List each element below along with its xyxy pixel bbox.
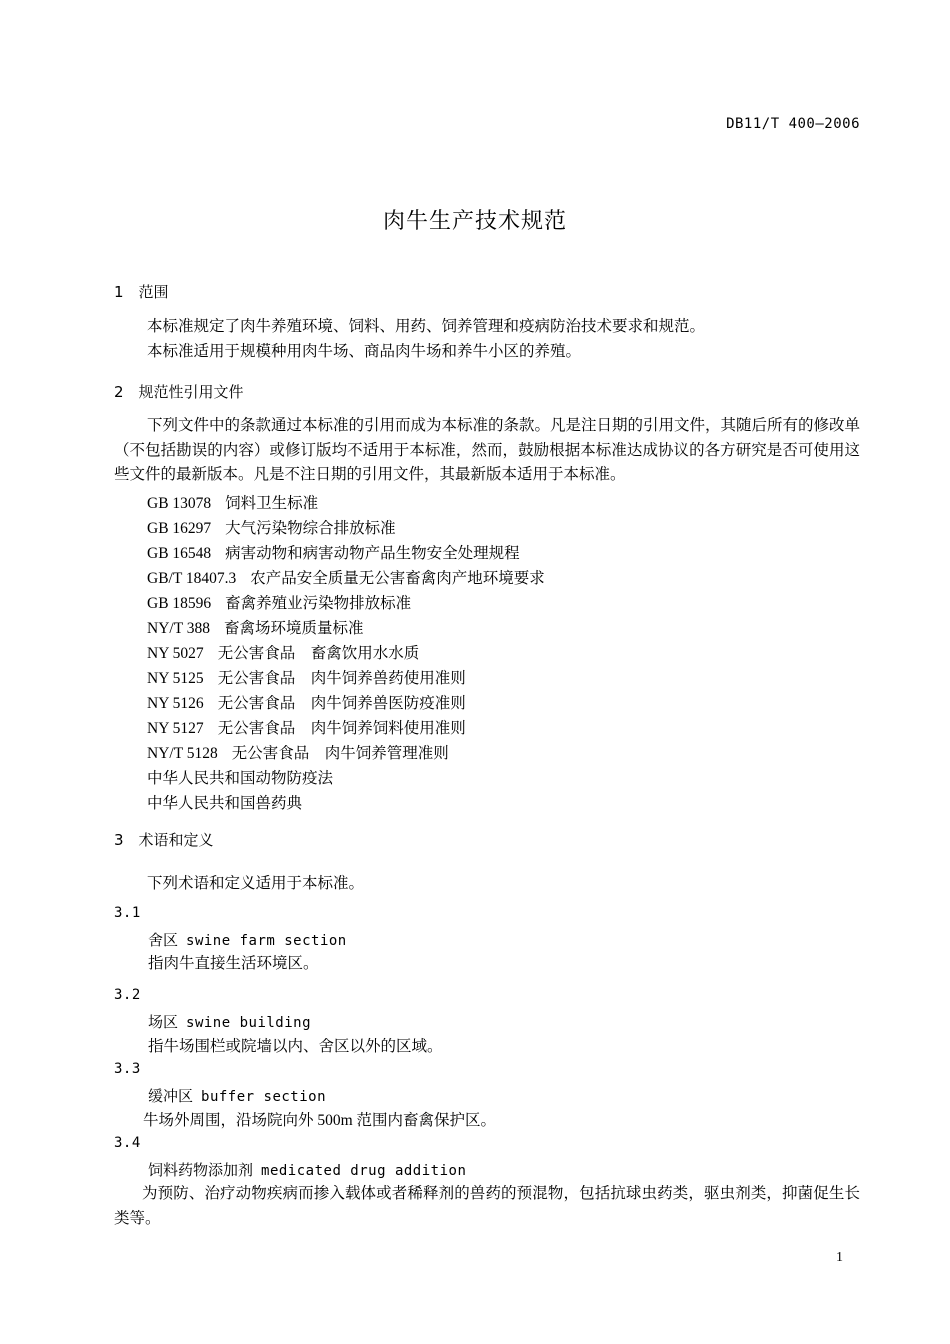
section-1-heading: 1 范围	[114, 283, 169, 301]
term-definition: 指牛场围栏或院墙以内、舍区以外的区域。	[148, 1038, 443, 1055]
term-zh: 缓冲区	[148, 1087, 194, 1105]
term-en: swine building	[186, 1015, 312, 1031]
law-reference: 中华人民共和国兽药典	[147, 795, 303, 812]
section-1-paragraph: 本标准适用于规模种用肉牛场、商品肉牛场和养牛小区的养殖。	[147, 343, 582, 360]
page-number: 1	[836, 1250, 843, 1265]
reference-item	[147, 541, 520, 563]
reference-item	[147, 516, 396, 538]
term-number: 3.2	[114, 987, 141, 1003]
term-heading	[148, 1085, 326, 1106]
reference-title: 农产品安全质量无公害畜禽肉产地环境要求	[250, 570, 545, 587]
term-en: swine farm section	[186, 933, 347, 949]
reference-title: 无公害食品 畜禽饮用水水质	[217, 645, 420, 662]
section-1-paragraph: 本标准规定了肉牛养殖环境、饲料、用药、饲养管理和疫病防治技术要求和规范。	[147, 318, 706, 335]
reference-item	[147, 641, 419, 663]
reference-code: GB 18596	[147, 595, 212, 612]
reference-item	[147, 741, 449, 763]
reference-code: GB/T 18407.3	[147, 570, 237, 587]
reference-title: 无公害食品 肉牛饲养兽医防疫准则	[217, 695, 466, 712]
reference-title: 无公害食品 肉牛饲养管理准则	[231, 745, 449, 762]
term-zh: 场区	[148, 1013, 179, 1031]
reference-item	[147, 666, 466, 688]
reference-code: GB 16548	[147, 545, 212, 562]
term-definition: 指肉牛直接生活环境区。	[148, 955, 319, 972]
reference-code: NY 5127	[147, 720, 204, 737]
term-number: 3.4	[114, 1135, 141, 1151]
term-definition: 牛场外周围，沿场院向外 500m 范围内畜禽保护区。	[143, 1112, 497, 1129]
reference-code: NY 5027	[147, 645, 204, 662]
reference-code: NY 5126	[147, 695, 204, 712]
reference-title: 无公害食品 肉牛饲养饲料使用准则	[217, 720, 466, 737]
reference-title: 大气污染物综合排放标准	[225, 520, 396, 537]
term-heading	[148, 1159, 466, 1180]
standard-code: DB11/T 400—2006	[726, 116, 860, 132]
reference-title: 畜禽养殖业污染物排放标准	[225, 595, 412, 612]
reference-code: NY/T 5128	[147, 745, 218, 762]
reference-title: 病害动物和病害动物产品生物安全处理规程	[225, 545, 520, 562]
term-zh: 舍区	[148, 931, 179, 949]
section-2-intro: 下列文件中的条款通过本标准的引用而成为本标准的条款。凡是注日期的引用文件，其随后所有的修改单（不包括勘误的内容）或修订版均不适用于本标准，然而，鼓励根据本标准达成协议的各方研究是否可使用这些文件的最新版本。凡是不注日期的引用文件，其最新版本适用于本标准。	[114, 417, 861, 483]
section-3-intro: 下列术语和定义适用于本标准。	[147, 875, 365, 892]
reference-item	[147, 591, 411, 613]
reference-code: NY 5125	[147, 670, 204, 687]
reference-title: 饲料卫生标准	[225, 495, 319, 512]
document-title: 肉牛生产技术规范	[382, 209, 567, 234]
term-number: 3.3	[114, 1061, 141, 1077]
term-heading	[148, 1011, 311, 1032]
term-definition: 为预防、治疗动物疾病而掺入载体或者稀释剂的兽药的预混物，包括抗球虫药类，驱虫剂类，抑菌促生长类等。	[114, 1185, 860, 1227]
section-3-heading: 3 术语和定义	[114, 831, 214, 849]
reference-code: GB 16297	[147, 520, 212, 537]
reference-item	[147, 691, 466, 713]
term-zh: 饲料药物添加剂	[148, 1161, 254, 1179]
term-number: 3.1	[114, 905, 141, 921]
reference-code: GB 13078	[147, 495, 212, 512]
reference-code: NY/T 388	[147, 620, 211, 637]
reference-item	[147, 491, 318, 513]
reference-item	[147, 716, 466, 738]
reference-item	[147, 566, 545, 588]
law-reference: 中华人民共和国动物防疫法	[147, 770, 334, 787]
term-en: buffer section	[201, 1089, 327, 1105]
term-en: medicated drug addition	[261, 1163, 467, 1179]
reference-title: 无公害食品 肉牛饲养兽药使用准则	[217, 670, 466, 687]
section-2-heading: 2 规范性引用文件	[114, 383, 244, 401]
reference-title: 畜禽场环境质量标准	[224, 620, 364, 637]
term-heading	[148, 929, 347, 950]
reference-item	[147, 616, 364, 638]
